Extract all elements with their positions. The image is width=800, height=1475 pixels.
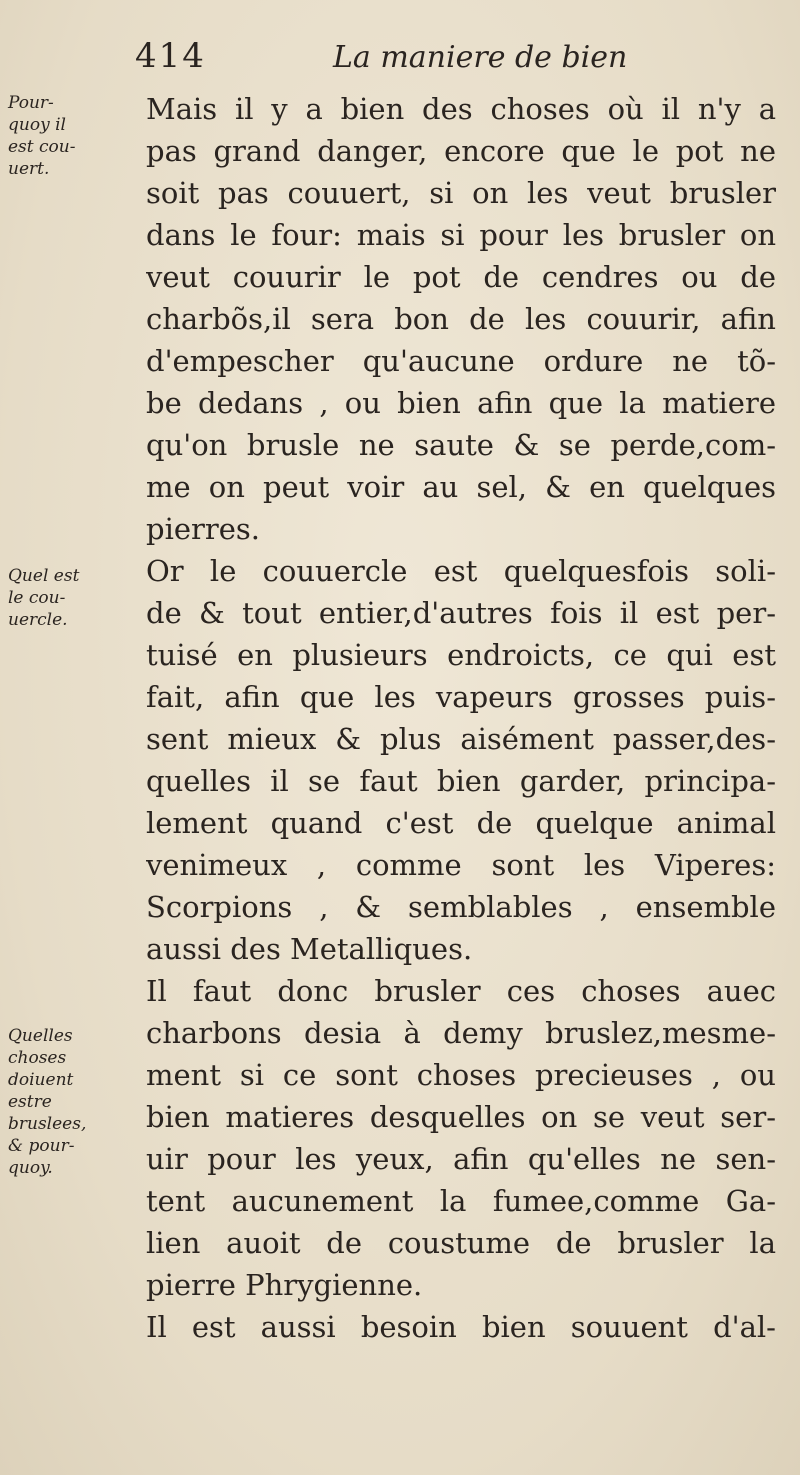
text-line: de & tout entier,d'autres fois il est per-	[146, 596, 776, 630]
page-number: 414	[135, 36, 206, 76]
text-line: lement quand c'est de quelque animal	[146, 806, 776, 840]
text-line: soit pas couuert, si on les veut brusler	[146, 176, 776, 210]
margin-note-line: uercle.	[8, 610, 68, 630]
text-line: charbõs,il sera bon de les couurir, afin	[146, 302, 776, 336]
text-line: venimeux , comme sont les Viperes:	[146, 848, 776, 882]
margin-note-line: est cou-	[8, 137, 76, 157]
text-line: tent aucunement la fumee,comme Ga-	[146, 1184, 776, 1218]
margin-note-line: bruslees,	[8, 1114, 87, 1134]
text-line: d'empescher qu'aucune ordure ne tõ-	[146, 344, 776, 378]
text-line: Il est aussi besoin bien souuent d'al-	[146, 1310, 776, 1344]
text-line: Il faut donc brusler ces choses auec	[146, 974, 776, 1008]
text-line: tuisé en plusieurs endroicts, ce qui est	[146, 638, 776, 672]
text-line: pierre Phrygienne.	[146, 1268, 423, 1302]
text-line: pierres.	[146, 512, 260, 546]
margin-note	[8, 92, 128, 180]
page-header	[135, 36, 735, 86]
body-text	[146, 88, 776, 1348]
running-title: La maniere de bien	[333, 40, 628, 75]
margin-note-line: doiuent	[8, 1070, 74, 1090]
margin-note-line: uert.	[8, 159, 50, 179]
text-line: qu'on brusle ne saute & se perde,com-	[146, 428, 776, 462]
text-line: fait, afin que les vapeurs grosses puis-	[146, 680, 776, 714]
margin-note-line: Pour-	[8, 93, 54, 113]
text-line: sent mieux & plus aisément passer,des-	[146, 722, 776, 756]
text-line: Scorpions , & semblables , ensemble	[146, 890, 776, 924]
text-line: veut couurir le pot de cendres ou de	[146, 260, 776, 294]
margin-note-line: & pour-	[8, 1136, 75, 1156]
text-line: pas grand danger, encore que le pot ne	[146, 134, 776, 168]
text-line: me on peut voir au sel, & en quelques	[146, 470, 776, 504]
margin-note-line: Quel est	[8, 566, 80, 586]
text-line: uir pour les yeux, afin qu'elles ne sen-	[146, 1142, 776, 1176]
margin-note	[8, 565, 128, 631]
margin-note-line: le cou-	[8, 588, 66, 608]
text-line: bien matieres desquelles on se veut ser-	[146, 1100, 776, 1134]
text-line: dans le four: mais si pour les brusler on	[146, 218, 776, 252]
text-line: Or le couuercle est quelquesfois soli-	[146, 554, 776, 588]
margin-note-line: estre	[8, 1092, 52, 1112]
text-line: ment si ce sont choses precieuses , ou	[146, 1058, 776, 1092]
margin-note-line: quoy il	[8, 115, 66, 135]
margin-note-line: quoy.	[8, 1158, 53, 1178]
text-line: be dedans , ou bien afin que la matiere	[146, 386, 776, 420]
text-line: lien auoit de coustume de brusler la	[146, 1226, 776, 1260]
text-line: Mais il y a bien des choses où il n'y a	[146, 92, 776, 126]
margin-note-line: choses	[8, 1048, 67, 1068]
text-line: charbons desia à demy bruslez,mesme-	[146, 1016, 776, 1050]
text-line: quelles il se faut bien garder, principa-	[146, 764, 776, 798]
margin-note-line: Quelles	[8, 1026, 73, 1046]
text-line: aussi des Metalliques.	[146, 932, 473, 966]
margin-note	[8, 1025, 128, 1179]
